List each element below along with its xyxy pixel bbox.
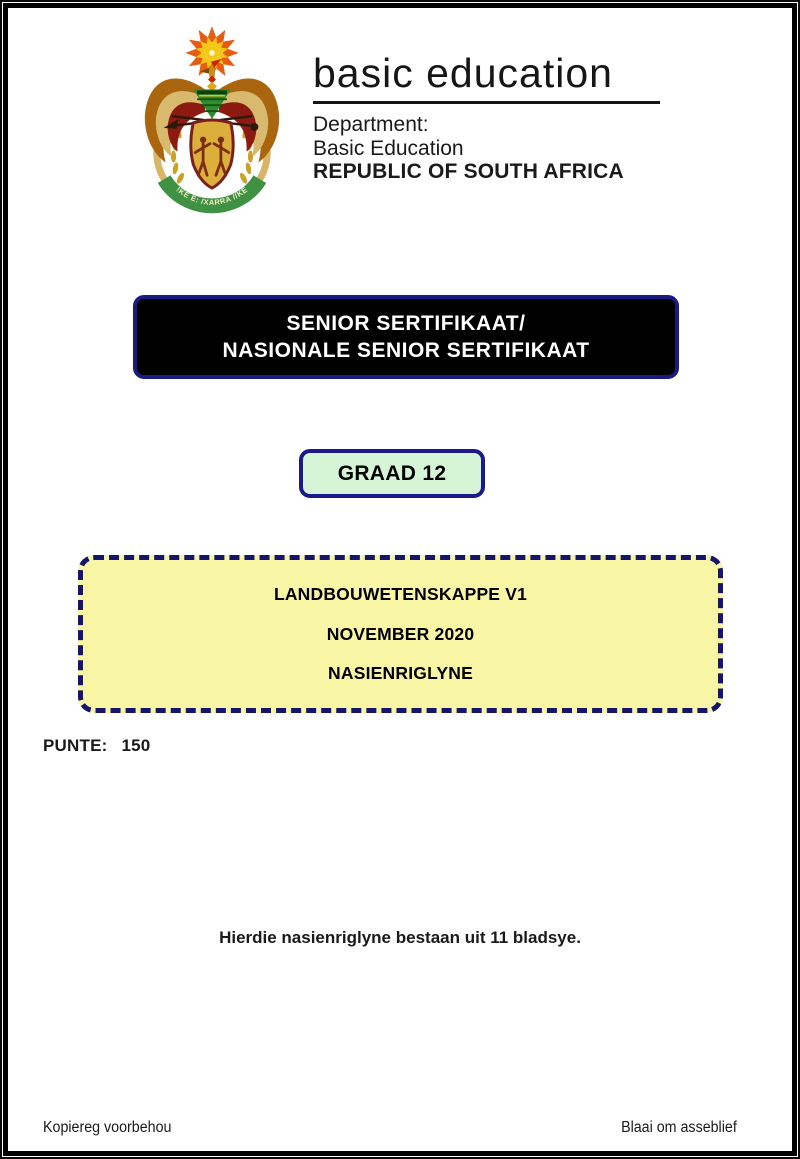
department-header <box>313 52 693 184</box>
wordmark: basic education <box>313 50 613 96</box>
dept-line-2: Basic Education <box>313 136 464 160</box>
wordmark-underline <box>313 101 660 104</box>
emblem-motto-text: !KE E: /XARRA //KE <box>174 184 250 207</box>
page-count-note: Hierdie nasienriglyne bestaan uit 11 bladsye. <box>219 928 581 947</box>
copyright-note: Kopiereg voorbehou <box>43 1119 172 1136</box>
dept-line-3: REPUBLIC OF SOUTH AFRICA <box>313 160 624 184</box>
banner-line-2: NASIONALE SENIOR SERTIFIKAAT <box>222 338 590 362</box>
subject-box <box>78 555 723 713</box>
dept-line-1: Department: <box>313 113 429 137</box>
marks-label: PUNTE: <box>43 736 108 755</box>
exam-session: NOVEMBER 2020 <box>326 623 475 644</box>
certificate-banner <box>133 295 679 379</box>
grade-label: GRAAD 12 <box>337 461 447 485</box>
shield <box>191 120 233 188</box>
subject-title: LANDBOUWETENSKAPPE V1 <box>273 584 528 605</box>
turn-over-note: Blaai om asseblief <box>621 1119 737 1136</box>
page-inner-border <box>3 3 797 1156</box>
marks-line <box>43 736 150 756</box>
document-type: NASIENRIGLYNE <box>328 662 473 683</box>
banner-line-1: SENIOR SERTIFIKAAT/ <box>286 311 526 335</box>
marks-value: 150 <box>121 736 151 755</box>
grade-box <box>299 449 485 498</box>
coat-of-arms-emblem <box>138 26 286 214</box>
